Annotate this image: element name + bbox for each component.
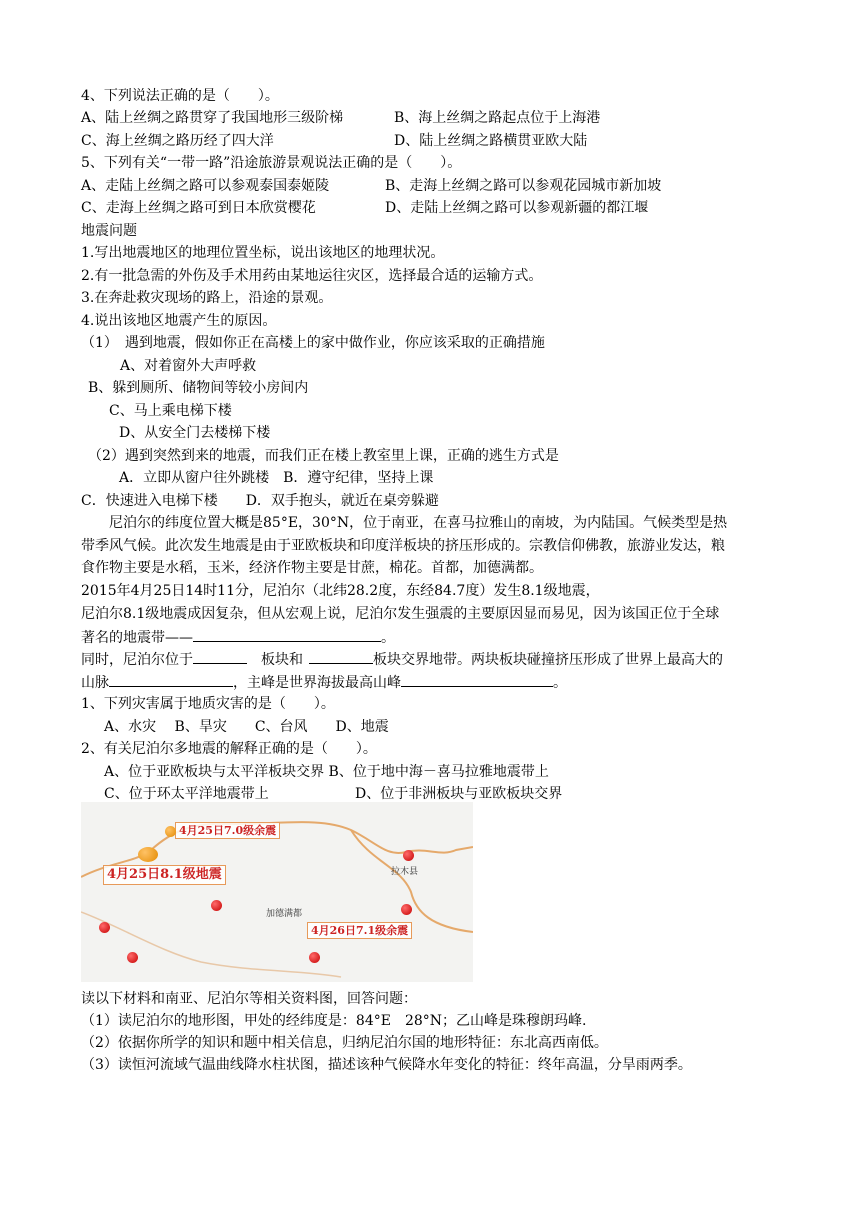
q4-option-d: D、陆上丝绸之路横贯亚欧大陆 bbox=[394, 133, 588, 149]
nepal-text: 板块交界地带。两块板块碰撞挤压形成了世界上最高大的 bbox=[373, 652, 723, 668]
q5-option-c: C、走海上丝绸之路可到日本欣赏樱花 bbox=[81, 200, 316, 216]
quake-marker bbox=[211, 900, 222, 911]
nepal-para: 带季风气候。此次发生地震是由于亚欧板块和印度洋板块的挤压形成的。宗教信仰佛教，旅游业发达，粮 bbox=[81, 538, 725, 554]
q4-stem: 4、下列说法正确的是（ ）。 bbox=[81, 88, 279, 104]
mc2-option-c: C、位于环太平洋地震带上 bbox=[104, 786, 269, 802]
nepal-para: 食作物主要是水稻，玉米，经济作物主要是甘蔗，棉花。首都，加德满都。 bbox=[81, 560, 543, 576]
read-answer: （3）读恒河流域气温曲线降水柱状图，描述该种气候降水年变化的特征：终年高温，分旱雨两季。 bbox=[81, 1057, 692, 1073]
p1-option-d: D、从安全门去楼梯下楼 bbox=[119, 425, 271, 441]
q4-option-c: C、海上丝绸之路历经了四大洋 bbox=[81, 133, 274, 149]
answer-blank[interactable] bbox=[193, 627, 381, 642]
epicenter-marker bbox=[138, 847, 158, 862]
mc2-option-d: D、位于非洲板块与亚欧板块交界 bbox=[355, 786, 563, 802]
nepal-text: 山脉 bbox=[81, 675, 109, 691]
nepal-blank-line bbox=[81, 627, 395, 648]
quake-item: 4.说出该地区地震产生的原因。 bbox=[81, 313, 277, 329]
p1-option-c: C、马上乘电梯下楼 bbox=[109, 403, 232, 419]
nepal-blank-line bbox=[81, 649, 723, 670]
read-answer: （1）读尼泊尔的地形图，甲处的经纬度是：84°E 28°N；乙山峰是珠穆朗玛峰. bbox=[81, 1013, 587, 1029]
answer-blank[interactable] bbox=[193, 649, 247, 664]
mc1-options: A、水灾 B、旱灾 C、台风 D、地震 bbox=[104, 719, 389, 735]
q4-option-b: B、海上丝绸之路起点位于上海港 bbox=[394, 110, 601, 126]
answer-blank[interactable] bbox=[309, 649, 373, 664]
nepal-text: 板块和 bbox=[261, 652, 303, 668]
quake-marker bbox=[309, 952, 320, 963]
mc2-options-ab: A、位于亚欧板块与太平洋板块交界 B、位于地中海－喜马拉雅地震带上 bbox=[104, 764, 549, 780]
q5-option-a: A、走陆上丝绸之路可以参观泰国泰姬陵 bbox=[81, 178, 330, 194]
p2-options-ab: A．立即从窗户往外跳楼 B．遵守纪律，坚持上课 bbox=[119, 470, 434, 486]
nepal-para: 尼泊尔的纬度位置大概是85°E，30°N，位于南亚，在喜马拉雅山的南坡，为内陆国。气候类型是热 bbox=[81, 515, 728, 531]
nepal-text: 著名的地震带—— bbox=[81, 630, 193, 646]
mc1-stem: 1、下列灾害属于地质灾害的是（ ）。 bbox=[81, 696, 335, 712]
nepal-text: 。 bbox=[381, 630, 395, 646]
main-quake-label: 4月25日8.1级地震 bbox=[103, 865, 226, 885]
q4-option-a: A、陆上丝绸之路贯穿了我国地形三级阶梯 bbox=[81, 110, 344, 126]
read-intro: 读以下材料和南亚、尼泊尔等相关资料图，回答问题： bbox=[81, 991, 417, 1007]
p2-options-cd: C．快速进入电梯下楼 D．双手抱头，就近在桌旁躲避 bbox=[81, 493, 439, 509]
quake-marker bbox=[99, 922, 110, 933]
aftershock-label: 4月25日7.0级余震 bbox=[175, 822, 280, 839]
nepal-blank-line bbox=[81, 672, 567, 693]
answer-blank[interactable] bbox=[401, 672, 553, 687]
answer-blank[interactable] bbox=[109, 672, 233, 687]
quake-item: 1.写出地震地区的地理位置坐标，说出该地区的地理状况。 bbox=[81, 245, 445, 261]
nepal-text: 。 bbox=[553, 675, 567, 691]
place-label: 拉木县 bbox=[391, 867, 419, 877]
section-heading: 地震问题 bbox=[81, 223, 137, 239]
quake-marker bbox=[401, 904, 412, 915]
p2-stem: （2）遇到突然到来的地震，而我们正在楼上教室里上课，正确的逃生方式是 bbox=[88, 448, 559, 464]
quake-marker bbox=[127, 952, 138, 963]
quake-item: 2.有一批急需的外伤及手术用药由某地运往灾区，选择最合适的运输方式。 bbox=[81, 268, 543, 284]
q5-stem: 5、下列有关“一带一路”沿途旅游景观说法正确的是（ ）。 bbox=[81, 155, 462, 171]
p1-option-a: A、对着窗外大声呼救 bbox=[120, 358, 257, 374]
read-answer: （2）依据你所学的知识和题中相关信息，归纳尼泊尔国的地形特征：东北高西南低。 bbox=[81, 1035, 608, 1051]
nepal-cause: 尼泊尔8.1级地震成因复杂，但从宏观上说，尼泊尔发生强震的主要原因显而易见，因为该国正位于全球 bbox=[81, 606, 720, 622]
aftershock-label: 4月26日7.1级余震 bbox=[307, 922, 412, 939]
mc2-stem: 2、有关尼泊尔多地震的解释正确的是（ ）。 bbox=[81, 741, 377, 757]
q5-option-d: D、走陆上丝绸之路可以参观新疆的都江堰 bbox=[385, 200, 649, 216]
nepal-event: 2015年4月25日14时11分，尼泊尔（北纬28.2度，东经84.7度）发生8.1级地震， bbox=[81, 583, 600, 599]
p1-stem: （1） 遇到地震，假如你正在高楼上的家中做作业，你应该采取的正确措施 bbox=[81, 335, 545, 351]
q5-option-b: B、走海上丝绸之路可以参观花园城市新加坡 bbox=[385, 178, 662, 194]
place-kathmandu: 加德满都 bbox=[266, 909, 303, 919]
epicenter-marker bbox=[165, 826, 176, 837]
nepal-text: 同时，尼泊尔位于 bbox=[81, 652, 193, 668]
quake-item: 3.在奔赴救灾现场的路上，沿途的景观。 bbox=[81, 290, 333, 306]
quake-marker bbox=[403, 850, 414, 861]
p1-option-b: B、躲到厕所、储物间等较小房间内 bbox=[88, 380, 309, 396]
earthquake-map bbox=[81, 802, 473, 982]
nepal-text: ，主峰是世界海拔最高山峰 bbox=[233, 675, 401, 691]
